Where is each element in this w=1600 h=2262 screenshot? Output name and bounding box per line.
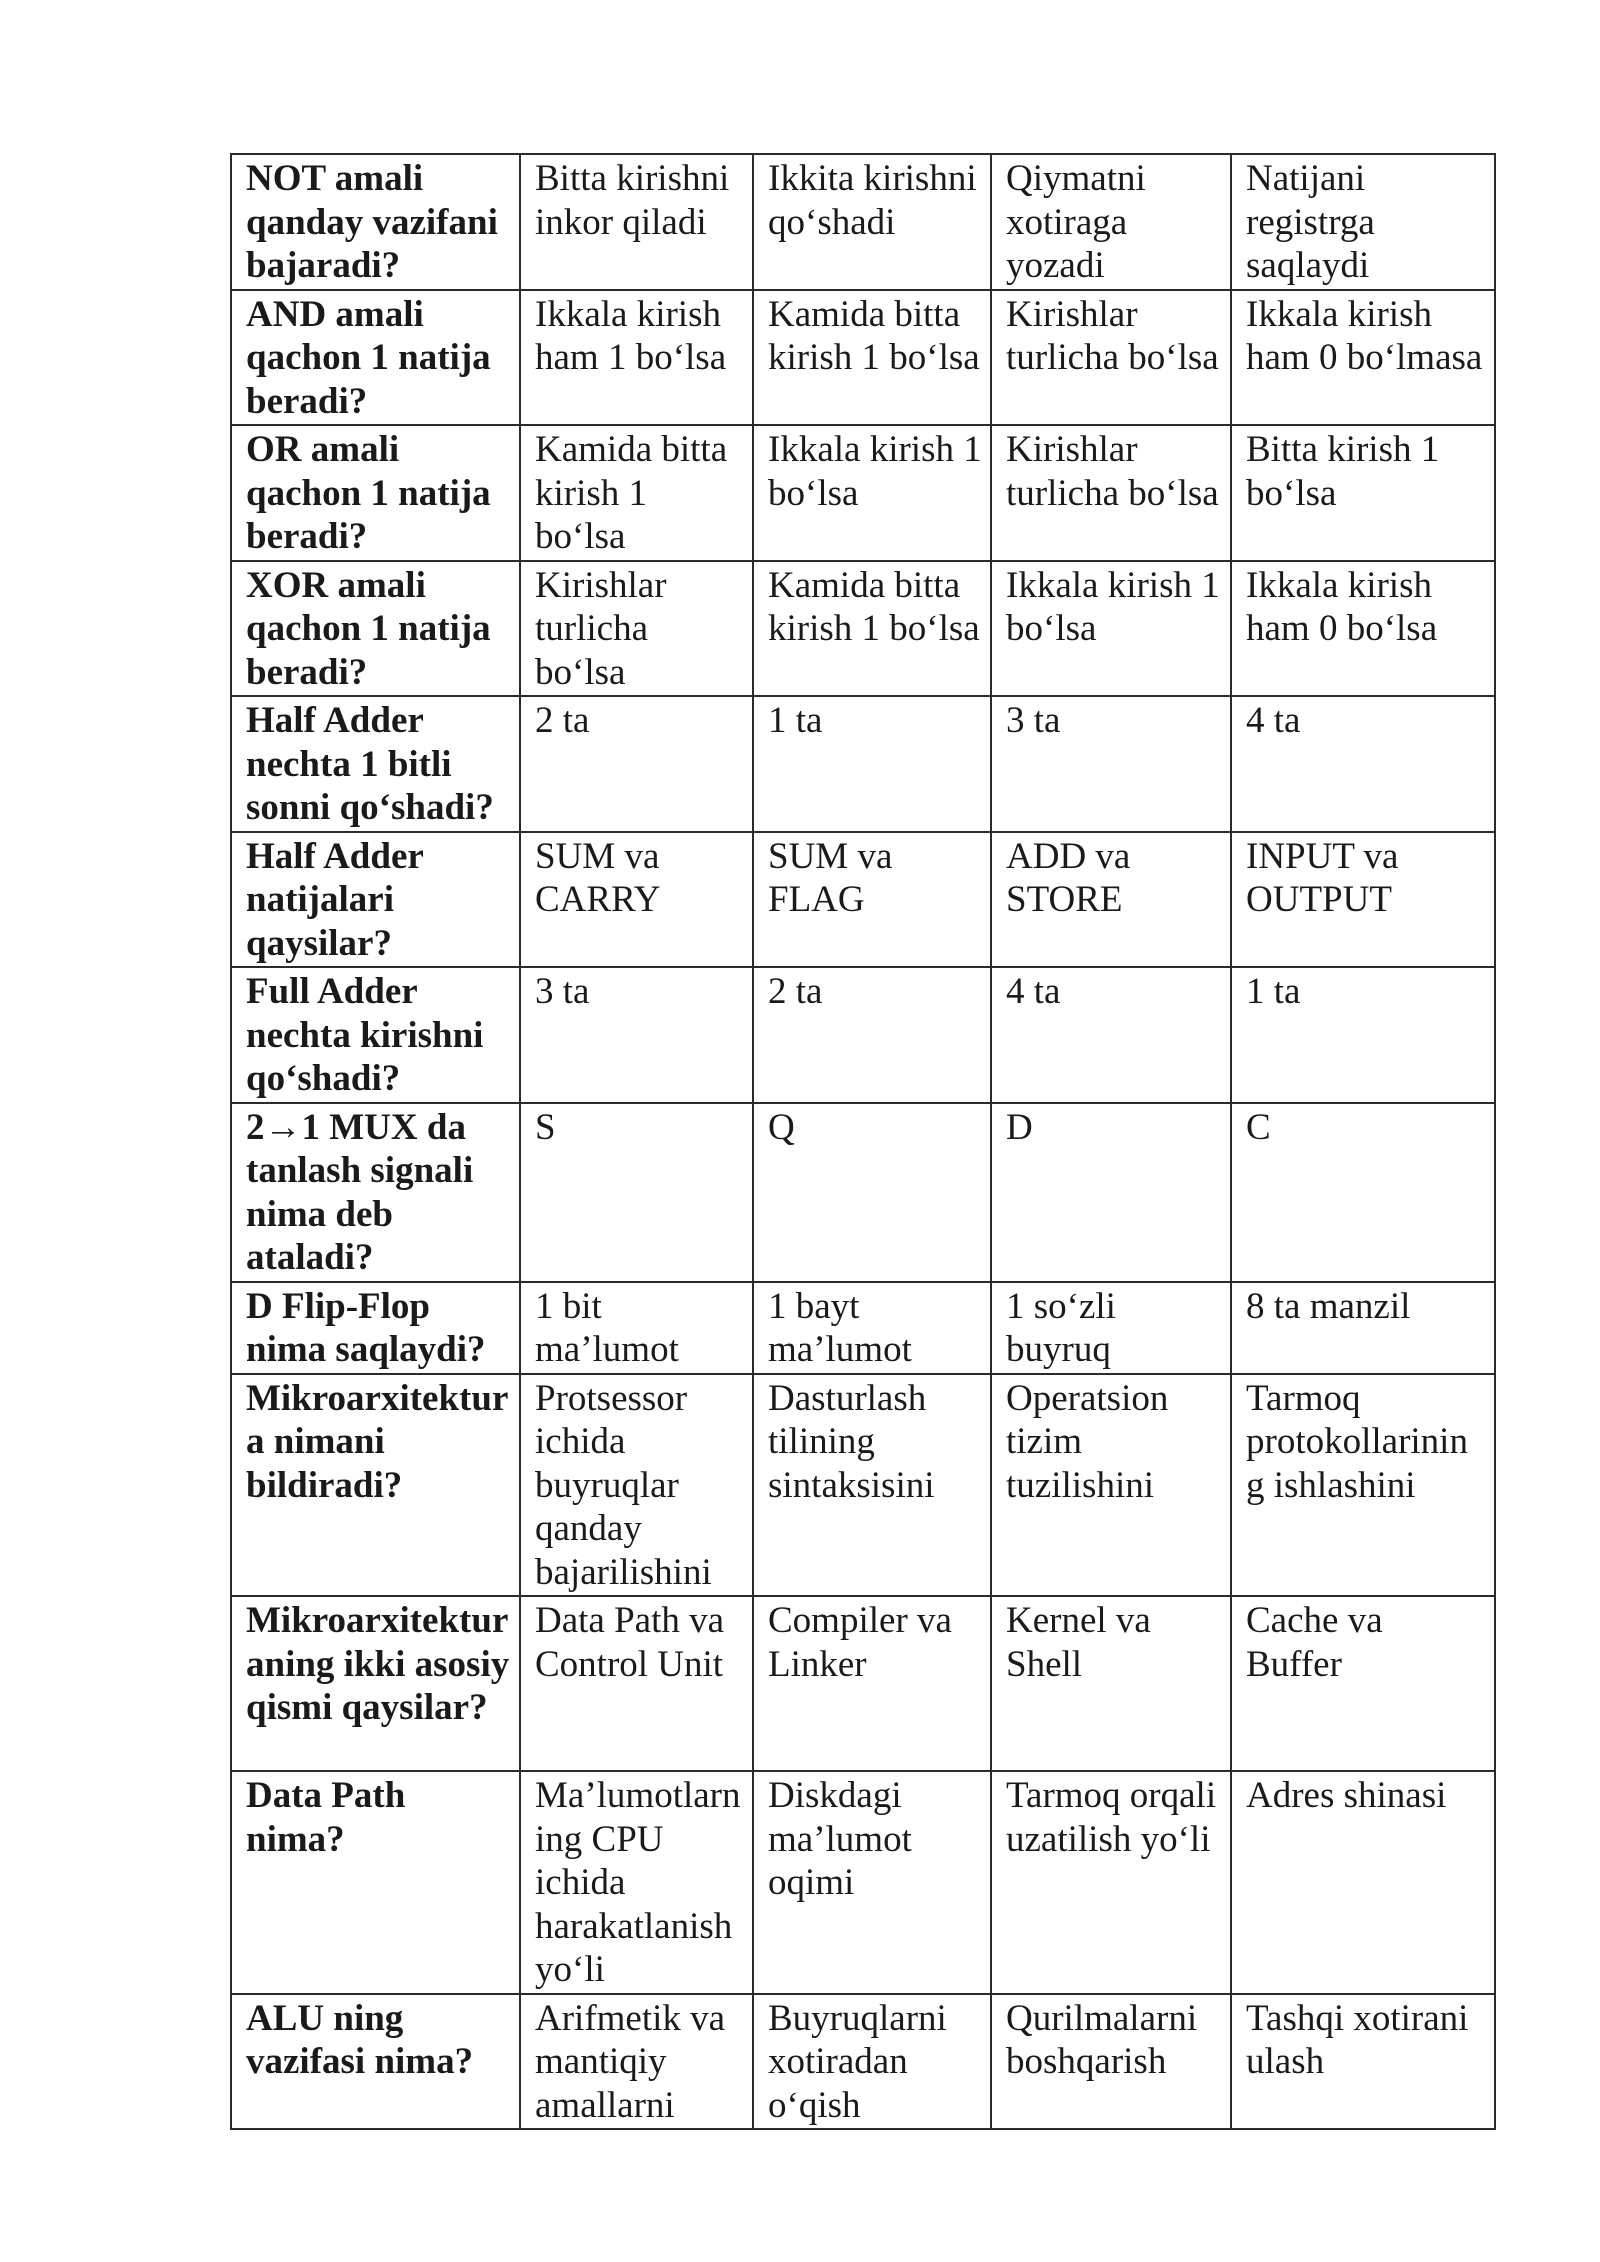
option-cell: Bitta kirishni inkor qiladi bbox=[520, 154, 753, 290]
option-cell: Bitta kirish 1 bo‘lsa bbox=[1231, 425, 1495, 561]
option-cell: D bbox=[991, 1103, 1231, 1282]
option-cell: 2 ta bbox=[520, 696, 753, 832]
table-row bbox=[231, 154, 1495, 290]
question-cell: XOR amali qachon 1 natija beradi? bbox=[231, 561, 520, 697]
option-cell: Ikkala kirish ham 0 bo‘lsa bbox=[1231, 561, 1495, 697]
table-row bbox=[231, 1103, 1495, 1282]
question-cell: 2→1 MUX da tanlash signali nima deb ataladi? bbox=[231, 1103, 520, 1282]
quiz-table bbox=[230, 153, 1496, 2130]
question-cell: D Flip-Flop nima saqlaydi? bbox=[231, 1282, 520, 1374]
option-cell: Dasturlash tilining sintaksisini bbox=[753, 1374, 991, 1597]
option-cell: Ikkala kirish ham 1 bo‘lsa bbox=[520, 290, 753, 426]
option-cell: S bbox=[520, 1103, 753, 1282]
option-cell: 4 ta bbox=[1231, 696, 1495, 832]
option-cell: Ikkala kirish 1 bo‘lsa bbox=[753, 425, 991, 561]
option-cell: 1 ta bbox=[753, 696, 991, 832]
option-cell: ADD va STORE bbox=[991, 832, 1231, 968]
option-cell: 4 ta bbox=[991, 967, 1231, 1103]
question-cell: AND amali qachon 1 natija beradi? bbox=[231, 290, 520, 426]
option-cell: Ikkala kirish 1 bo‘lsa bbox=[991, 561, 1231, 697]
option-cell: Ikkala kirish ham 0 bo‘lmasa bbox=[1231, 290, 1495, 426]
option-cell: Q bbox=[753, 1103, 991, 1282]
option-cell: Buyruqlarni xotiradan o‘qish bbox=[753, 1994, 991, 2130]
question-cell: ALU ning vazifasi nima? bbox=[231, 1994, 520, 2130]
option-cell: Kamida bitta kirish 1 bo‘lsa bbox=[520, 425, 753, 561]
option-cell: Ikkita kirishni qo‘shadi bbox=[753, 154, 991, 290]
question-cell: OR amali qachon 1 natija beradi? bbox=[231, 425, 520, 561]
option-cell: C bbox=[1231, 1103, 1495, 1282]
option-cell: Kirishlar turlicha bo‘lsa bbox=[991, 425, 1231, 561]
option-cell: Kirishlar turlicha bo‘lsa bbox=[520, 561, 753, 697]
table-row bbox=[231, 1771, 1495, 1994]
option-cell: Protsessor ichida buyruqlar qanday bajarilishini bbox=[520, 1374, 753, 1597]
option-cell: Qurilmalarni boshqarish bbox=[991, 1994, 1231, 2130]
option-cell: Diskdagi ma’lumot oqimi bbox=[753, 1771, 991, 1994]
table-row bbox=[231, 696, 1495, 832]
option-cell: Arifmetik va mantiqiy amallarni bbox=[520, 1994, 753, 2130]
option-cell: Cache va Buffer bbox=[1231, 1596, 1495, 1771]
option-cell: 3 ta bbox=[520, 967, 753, 1103]
table-row bbox=[231, 561, 1495, 697]
question-cell: Full Adder nechta kirishni qo‘shadi? bbox=[231, 967, 520, 1103]
option-cell: 1 bit ma’lumot bbox=[520, 1282, 753, 1374]
table-row bbox=[231, 1282, 1495, 1374]
table-row bbox=[231, 290, 1495, 426]
option-cell: 1 ta bbox=[1231, 967, 1495, 1103]
table-row bbox=[231, 1596, 1495, 1771]
table-row bbox=[231, 1374, 1495, 1597]
option-cell: 1 bayt ma’lumot bbox=[753, 1282, 991, 1374]
question-cell: Half Adder natijalari qaysilar? bbox=[231, 832, 520, 968]
option-cell: Qiymatni xotiraga yozadi bbox=[991, 154, 1231, 290]
option-cell: 3 ta bbox=[991, 696, 1231, 832]
option-cell: Natijani registrga saqlaydi bbox=[1231, 154, 1495, 290]
question-cell: Data Path nima? bbox=[231, 1771, 520, 1994]
option-cell: SUM va CARRY bbox=[520, 832, 753, 968]
question-cell: Mikroarxitekturaning ikki asosiy qismi qaysilar? bbox=[231, 1596, 520, 1771]
option-cell: Tashqi xotirani ulash bbox=[1231, 1994, 1495, 2130]
table-row bbox=[231, 1994, 1495, 2130]
table-row bbox=[231, 967, 1495, 1103]
option-cell: Kernel va Shell bbox=[991, 1596, 1231, 1771]
option-cell: Tarmoq protokollarining ishlashini bbox=[1231, 1374, 1495, 1597]
table-row bbox=[231, 832, 1495, 968]
option-cell: Kamida bitta kirish 1 bo‘lsa bbox=[753, 561, 991, 697]
option-cell: Kirishlar turlicha bo‘lsa bbox=[991, 290, 1231, 426]
question-cell: Mikroarxitektura nimani bildiradi? bbox=[231, 1374, 520, 1597]
option-cell: Data Path va Control Unit bbox=[520, 1596, 753, 1771]
question-cell: NOT amali qanday vazifani bajaradi? bbox=[231, 154, 520, 290]
option-cell: Tarmoq orqali uzatilish yo‘li bbox=[991, 1771, 1231, 1994]
option-cell: 1 so‘zli buyruq bbox=[991, 1282, 1231, 1374]
option-cell: SUM va FLAG bbox=[753, 832, 991, 968]
option-cell: 2 ta bbox=[753, 967, 991, 1103]
question-cell: Half Adder nechta 1 bitli sonni qo‘shadi? bbox=[231, 696, 520, 832]
option-cell: Kamida bitta kirish 1 bo‘lsa bbox=[753, 290, 991, 426]
table-row bbox=[231, 425, 1495, 561]
option-cell: INPUT va OUTPUT bbox=[1231, 832, 1495, 968]
option-cell: 8 ta manzil bbox=[1231, 1282, 1495, 1374]
option-cell: Ma’lumotlarning CPU ichida harakatlanish yo‘li bbox=[520, 1771, 753, 1994]
option-cell: Compiler va Linker bbox=[753, 1596, 991, 1771]
option-cell: Operatsion tizim tuzilishini bbox=[991, 1374, 1231, 1597]
option-cell: Adres shinasi bbox=[1231, 1771, 1495, 1994]
